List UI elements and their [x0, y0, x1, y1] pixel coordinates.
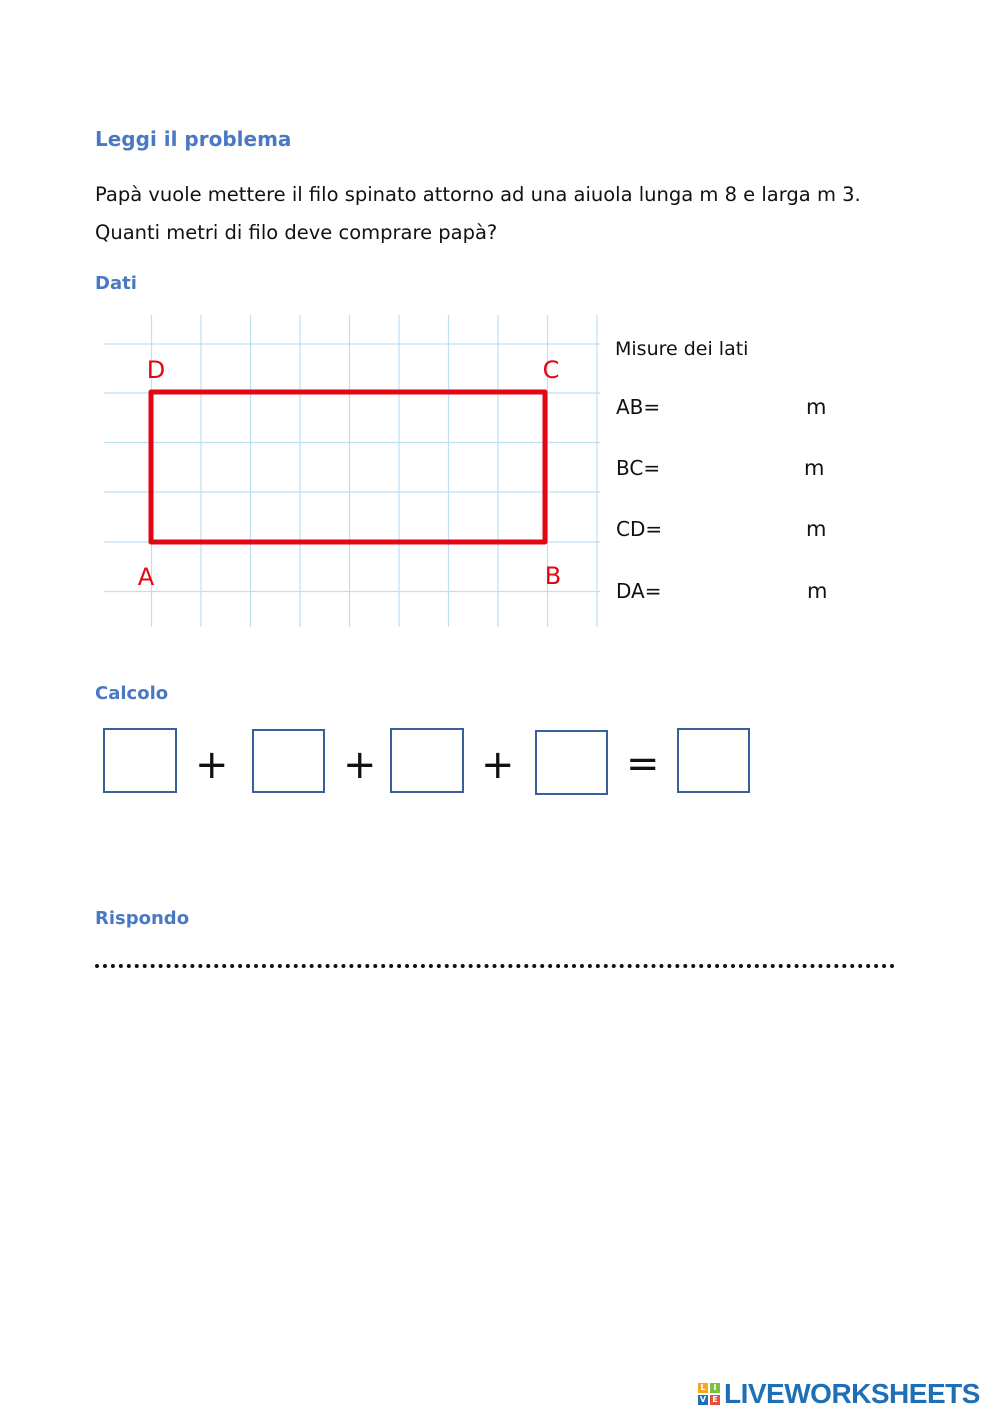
logo-square: L [698, 1383, 708, 1393]
measure-bc-unit: m [804, 456, 825, 480]
problem-text: Papà vuole mettere il filo spinato attorno ad una aiuola lunga m 8 e larga m 3. Quanti metri di filo deve comprare papà? [95, 183, 861, 244]
corner-a-label: A [137, 563, 155, 591]
measure-cd-label: CD= [616, 517, 663, 541]
calc-box-2[interactable] [252, 729, 325, 793]
corner-d-label: D [146, 356, 166, 384]
corner-c-label: C [542, 356, 560, 384]
logo-square: I [710, 1383, 720, 1393]
measure-da-label: DA= [616, 579, 662, 603]
section-rispondo-heading: Rispondo [95, 908, 190, 929]
rectangle-diagram [100, 315, 600, 627]
calc-box-4[interactable] [535, 730, 608, 795]
measure-bc-label: BC= [616, 456, 661, 480]
measure-ab-label: AB= [616, 395, 661, 419]
logo-squares-icon [698, 1383, 720, 1405]
corner-b-label: B [544, 562, 562, 590]
red-rectangle [151, 392, 545, 542]
section-dati-heading: Dati [95, 273, 137, 294]
plus-sign-2: + [343, 742, 377, 788]
logo-text: LIVEWORKSHEETS [724, 1378, 980, 1409]
measure-ab-unit: m [806, 395, 827, 419]
calc-box-result[interactable] [677, 728, 750, 793]
grid-lines [104, 315, 600, 627]
logo-square: E [710, 1395, 720, 1405]
plus-sign-3: + [481, 742, 515, 788]
measure-da-unit: m [807, 579, 828, 603]
calc-box-1[interactable] [103, 728, 177, 793]
equals-sign: = [626, 741, 660, 787]
plus-sign-1: + [195, 742, 229, 788]
logo-square: V [699, 1395, 707, 1404]
liveworksheets-logo [698, 1378, 980, 1410]
page-title: Leggi il problema [95, 127, 292, 151]
section-calcolo-heading: Calcolo [95, 683, 169, 704]
measure-cd-unit: m [806, 517, 827, 541]
measures-title: Misure dei lati [615, 338, 749, 360]
calc-box-3[interactable] [390, 728, 464, 793]
answer-line[interactable] [95, 958, 895, 968]
